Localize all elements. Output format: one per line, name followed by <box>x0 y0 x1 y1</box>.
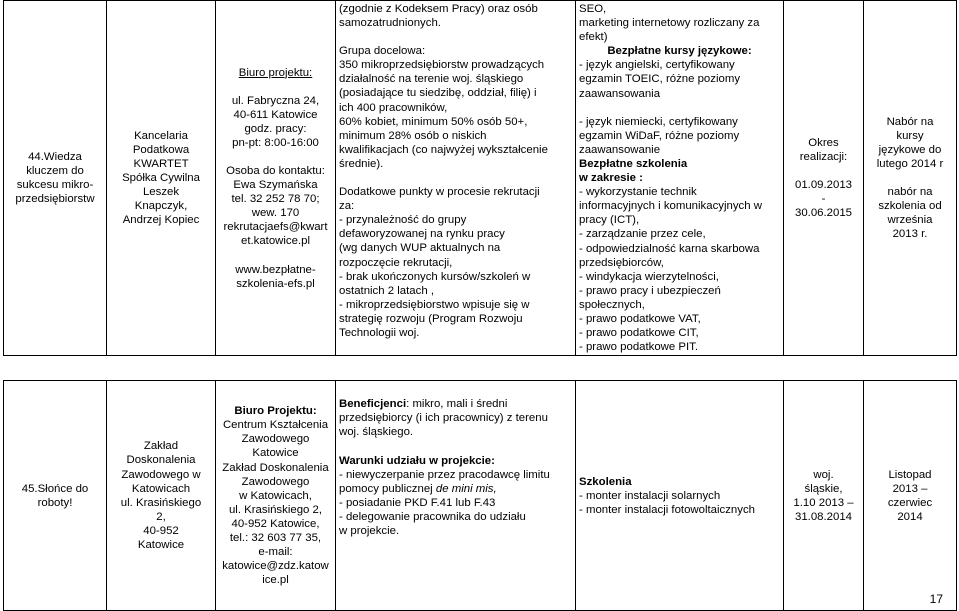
table-row <box>4 1 957 356</box>
beneficiaries-label: Beneficjenci <box>339 398 407 411</box>
recruitment-cell: Listopad 2013 – czerwiec 2014 <box>864 381 957 611</box>
office-heading: Biuro projektu: <box>238 66 313 79</box>
page-number: 17 <box>929 591 943 606</box>
beneficiary-cell: Kancelaria Podatkowa KWARTET Spółka Cywilna Leszek Knapczyk, Andrzej Kopiec <box>107 1 216 356</box>
contact-cell: Biuro Projektu: Centrum Kształcenia Zawodowego Katowice Zakład Doskonalenia Zawodowego w Katowicach, ul. Krasińskiego 2, 40-952 Katowice, tel.: 32 603 77 35, e-mail: katowice@zdz.katow ice.pl <box>216 381 336 611</box>
training-scope-cell: Szkolenia - monter instalacji solarnych - monter instalacji fotowoltaicznych <box>576 381 784 611</box>
target-group-cell: Beneficjenci: mikro, mali i średni przedsiębiorcy (i ich pracownicy) z terenu woj. śląskiego. Warunki udziału w projekcie: - niewyczerpanie przez pracodawcę limitu pomocy publicznej de mini mis, - posiadanie PKD F.41 lub F.43 - delegowanie pracownika do udziału w projekcie. <box>336 381 576 611</box>
beneficiary-cell: Zakład Doskonalenia Zawodowego w Katowicach ul. Krasińskiego 2, 40-952 Katowice <box>107 381 216 611</box>
conditions-heading: Warunki udziału w projekcie: <box>339 454 495 467</box>
recruitment-cell: Nabór na kursy językowe do lutego 2014 r nabór na szkolenia od września 2013 r. <box>864 1 957 356</box>
project-name-cell: 45.Słońce do roboty! <box>4 381 107 611</box>
period-cell: Okres realizacji: 01.09.2013 - 30.06.2015 <box>784 1 864 356</box>
period-cell: woj. śląskie, 1.10 2013 – 31.08.2014 <box>784 381 864 611</box>
trainings-heading: Bezpłatne szkolenia <box>579 157 688 170</box>
project-name-cell: 44.Wiedza kluczem do sukcesu mikro-przedsiębiorstw <box>4 1 107 356</box>
table-row <box>4 381 957 611</box>
training-scope-cell: SEO, marketing internetowy rozliczany za efekt) Bezpłatne kursy językowe: - język angielski, certyfikowany egzamin TOEIC, różne poziomy zaawansowania - język niemiecki, certyfikowany egzamin WiDaF, różne poziomy zaawansowanie Bezpłatne szkolenia w zakresie : - wykorzystanie technik informacyjnych i komunikacyjnych w pracy (ICT), - zarządzanie przez cele, - odpowiedzialność karna skarbowa przedsiębiorców, - windykacja wierzytelności, - prawo pracy i ubezpieczeń społecznych, - prawo podatkowe VAT, - prawo podatkowe CIT, - prawo podatkowe PIT. <box>576 1 784 356</box>
office-heading: Biuro Projektu: <box>234 405 317 418</box>
trainings-heading: Szkolenia <box>579 475 632 488</box>
projects-table <box>3 0 957 611</box>
language-courses-heading: Bezpłatne kursy językowe: <box>607 45 752 58</box>
target-group-cell: (zgodnie z Kodeksem Pracy) oraz osób samozatrudnionych. Grupa docelowa: 350 mikroprzedsiębiorstw prowadzących działalność na terenie woj. śląskiego (posiadające tu siedzibę, oddział, filię) i ich 400 pracowników, 60% kobiet, minimum 50% osób 50+, minimum 28% osób o niskich kwalifikacjach (co najwyżej wykształcenie średnie). Dodatkowe punkty w procesie rekrutacji za: - przynależność do grupy defaworyzowanej na rynku pracy (wg danych WUP aktualnych na rozpoczęcie rekrutacji, - brak ukończonych kursów/szkoleń w ostatnich 2 latach , - mikroprzedsiębiorstwo wpisuje się w strategię rozwoju (Program Rozwoju Technologii woj. <box>336 1 576 356</box>
contact-cell: Biuro projektu: ul. Fabryczna 24, 40-611 Katowice godz. pracy: pn-pt: 8:00-16:00 Osoba do kontaktu: Ewa Szymańska tel. 32 252 78 70; wew. 170 rekrutacjaefs@kwart et.katowice.pl www.bezpłatne- szkolenia-efs.pl <box>216 1 336 356</box>
